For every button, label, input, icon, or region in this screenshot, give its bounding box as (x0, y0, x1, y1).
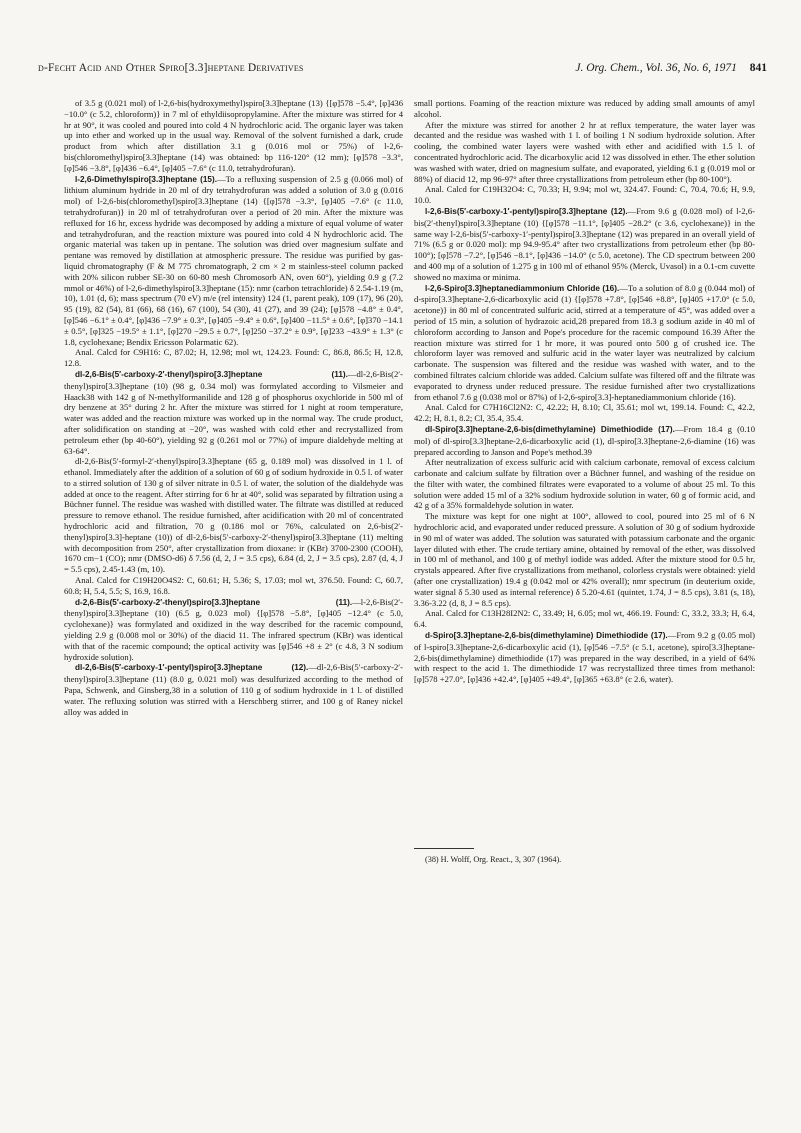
paragraph-text: —From 9.2 g (0.05 mol) of l-spiro[3.3]heptane-2,6-dicarboxylic acid (1), [φ]546 −7.5° (c 5.1, acetone), spiro[3.3]heptane-2,6-bis(dimethylamine) dimethiodide (17) was prepared in the way described, in a yield of 64% with respect to the acid 1. The dimethiodide 17 was recrystallized three times from methanol: [φ]578 +27.0°, [φ]436 +42.4°, [φ]405 +49.4°, [φ]365 +63.8° (c 2.6, water). (414, 630, 755, 685)
paragraph (414, 283, 755, 403)
paragraph-text: —dl-2,6-Bis(2′-thenyl)spiro[3.3]heptane (10) (98 g, 0.34 mol) was formylated according to Vilsmeier and Haack38 with 142 g of N-methylformanilide and 128 g of phosphorus oxychloride in 500 ml of dry benzene at 35° during 2 hr. After the mixture was stirred for 1 night at room temperature, water was added and the reaction mixture was worked up in the normal way. The crude product, after solidification on standing at −20°, was washed with cold ether and recrystallized from petroleum ether (bp 40-60°), yielding 92 g (0.261 mol or 77%) of impure dialdehyde melting at 63-64°. (64, 368, 403, 456)
paragraph (414, 184, 755, 206)
paragraph-text: Anal. Calcd for C7H16Cl2N2: C, 42.22; H, 8.10; Cl, 35.61; mol wt, 199.14. Found: C, 42.2, 42.2; H, 8.1, 8.2; Cl, 35.4, 35.4. (414, 402, 755, 424)
journal-name: J. Org. Chem., Vol. 36, No. 6, 1971 (575, 62, 737, 74)
running-title: d-Fecht Acid and Other Spiro[3.3]heptane Derivatives (38, 62, 304, 74)
paragraph-text: —To a solution of 8.0 g (0.044 mol) of d-spiro[3.3]heptane-2,6-dicarboxylic acid (1) {[φ]578 +7.8°, [φ]546 +8.8°, [φ]405 +17.0° (c 5.0, acetone)} in 80 ml of concentrated sulfuric acid, stirred at a temperature of 45°, was added over a period of 15 min, a solution of hydrazoic acid,28 prepared from 18.3 g sodium azide in 40 ml of chloroform according to Janson and Pope's procedure for the racemic compound 16.39 After the reaction mixture was stirred for 1 hr more, it was poured onto 500 g of crushed ice. The chloroform layer was removed and sulfuric acid in the water layer was neutralized by calcium carbonate. The suspension was filtered and the residue was washed with water, and to the combined filtrates calcium chloride was added. Calcium sulfate was filtered off and the filtrate was evaporated to dryness under reduced pressure. The residue furnished after two crystallizations from ethanol 7.6 g (0.038 mol or 87%) of l-2,6-spiro[3.3]-heptanediammonium chloride (16). (414, 282, 755, 402)
paragraph (64, 597, 403, 663)
paragraph (414, 206, 755, 283)
paragraph (414, 98, 755, 120)
paragraph (64, 369, 403, 456)
paragraph (414, 424, 755, 457)
paragraph-text: —From 18.4 g (0.10 mol) of dl-spiro[3.3]heptane-2,6-dicarboxylic acid (1), dl-spiro[3.3]heptane-2,6-diamine (16) was prepared according to Janson and Pope's method.39 (414, 423, 755, 457)
section-heading: l-2,6-Bis(5′-carboxy-1′-pentyl)spiro[3.3]heptane (12). (425, 206, 628, 216)
paragraph (64, 98, 403, 174)
running-header (38, 62, 767, 74)
paragraph (414, 120, 755, 185)
paragraph-text: Anal. Calcd for C13H28I2N2: C, 33.49; H, 6.05; mol wt, 466.19. Found: C, 33.2, 33.3; H, 6.4, 6.4. (414, 608, 755, 630)
section-heading: dl-2,6-Bis(5′-carboxy-2′-thenyl)spiro[3.3]heptane (11). (75, 369, 348, 379)
section-heading: l-2,6-Dimethylspiro[3.3]heptane (15). (75, 174, 217, 184)
paragraph-text: small portions. Foaming of the reaction mixture was reduced by adding small amounts of amyl alcohol. (414, 98, 755, 119)
paragraph-text: —To a refluxing suspension of 2.5 g (0.066 mol) of lithium aluminum hydride in 20 ml of dry tetrahydrofuran was added a solution of 3.0 g (0.016 mol) of l-2,6-bis(chloromethyl)spiro[3.3]heptane (14) {[φ]578 −3.3°, [φ]405 −7.6° (c 11.0, tetrahydrofuran)} in 20 ml of tetrahydrofuran over a period of 20 min. After the mixture was refluxed for 16 hr, excess hydride was decomposed by adding a mixture of equal volume of water and tetrahydrofuran, and the reaction mixture was poured into cold 4 N hydrochloric acid. The organic material was taken up in pentane. The solution was dried over magnesium sulfate and pentane was removed by distillation at atmospheric pressure. The residue was purified by gas-liquid chromatography (F & M 775 chromatograph, 2 cm × 2 m stainless-steel column packed with 20% silicon rubber SE-30 on 60-80 mesh Chromosorb AN, oven 60°), yielding 0.9 g (7.2 mmol or 46%) of l-2,6-dimethylspiro[3.3]heptane (15): nmr (carbon tetrachloride) δ 2.54-1.19 (m, 10), 1.01 (d, 6); mass spectrum (70 eV) m/e (rel intensity) 124 (1, parent peak), 109 (17), 96 (20), 95 (19), 82 (54), 81 (66), 68 (16), 67 (100), 54 (30), 41 (27), and 39 (24); [φ]578 −4.8° ± 0.4°, [φ]546 −6.1° ± 0.4°, [φ]436 −7.9° ± 0.3°, [φ]405 −9.4° ± 0.6°, [φ]400 −11.5° ± 0.6°, [φ]370 −14.1 ± 0.5°, [φ]325 −19.5° ± 1.1°, [φ]270 −29.5 ± 0.7°, [φ]250 −37.2° ± 0.9°, [φ]233 −43.9° ± 1.3° (c 1.8, cyclohexane; Bendix Ericsson Polarmatic 62). (64, 173, 403, 347)
paragraph (64, 575, 403, 597)
paragraph (64, 456, 403, 575)
paragraph-text: dl-2,6-Bis(5′-formyl-2′-thenyl)spiro[3.3]heptane (65 g, 0.189 mol) was dissolved in 1 l. of ethanol. Immediately after the addition of a solution of 60 g of sodium hydroxide in 0.5 l. of water to a stirred solution of 130 g of silver nitrate in 0.5 l. of water, the solution of the dialdehyde was added at once to the reagent. After stirring for 6 hr at 40°, solid was separated by filtration using a Büchner funnel. The residue was washed with distilled water. The filtrate was distilled at reduced pressure to remove ethanol. The residue furnished, after acidification with 20 ml of concentrated hydrochloric acid and filtration, 70 g (0.186 mol or 76%, calculated on 2,6-bis(2′-thenyl)spiro[3.3]-heptane (10)) of dl-2,6-bis(5′-carboxy-2′-thenyl)spiro[3.3]heptane (11) melting with decomposition from 250°, after crystallization from dioxane: ir (KBr) 3700-2300 (COOH), 1670 cm−1 (CO); nmr (DMSO-d6) δ 7.56 (d, 2, J = 3.5 cps), 6.84 (d, 2, J = 3.5 cps), 2.87 (d, 4, J = 5.5 cps), 2.45-1.43 (m, 10). (64, 456, 403, 575)
paragraph-text: The mixture was kept for one night at 100°, allowed to cool, poured into 25 ml of 6 N hydrochloric acid, and evaporated under reduced pressure. A solution of 30 g of sodium hydroxide in 90 ml of water was added. The solution was saturated with potassium carbonate and the organic layer diluted with ether. The crude tertiary amine, obtained by removal of the ether, was dissolved in 100 ml of methanol, and 100 g of methyl iodide was added. After the mixture stood for 0.5 hr, crystals appeared. After five crystallizations from methanol, colorless crystals were obtained: yield (after one crystallization) 19.4 g (0.042 mol or 42% overall); nmr spectrum (in deuterium oxide, water signal δ 5.30 used as internal reference) δ 5.20-4.61 (quintet, 1.74, J = 8.5 cps), 3.81 (s, 18), 3.36-3.22 (d, 8, J = 8.5 cps). (414, 511, 755, 608)
paragraph (414, 402, 755, 424)
page-number: 841 (749, 62, 767, 74)
paragraph (64, 347, 403, 369)
paragraph (414, 457, 755, 511)
paragraph (64, 174, 403, 348)
paragraph-text: —dl-2,6-Bis(5′-carboxy-2′-thenyl)spiro[3.3]heptane (11) (8.0 g, 0.021 mol) was desulfurized according to the method of Papa, Schwenk, and Ginsberg,38 in a solution of 110 g of sodium hydroxide in 1 l. of distilled water. The refluxing solution was stirred with a Herschberg stirrer, and 100 g of Raney nickel alloy was added in (64, 662, 403, 717)
paragraph-text: of 3.5 g (0.021 mol) of l-2,6-bis(hydroxymethyl)spiro[3.3]heptane (13) {[φ]578 −5.4°, [φ]436 −10.0° (c 5.2, chloroform)} in 7 ml of ethyldiisopropylamine. After the mixture was stirred for 4 hr at 90°, it was cooled and poured into cold 4 N hydrochloric acid. The organic layer was taken up into ether and worked up in the usual way. Removal of the solvent furnished a dark, crude product from which after distillation 3.1 g (0.016 mol or 75%) of l-2,6-bis(chloromethyl)spiro[3.3]heptane (14) was obtained: bp 116-120° (12 mm); [φ]578 −3.3°, [φ]546 −3.8°, [φ]436 −6.4°, [φ]405 −7.6° (c 11.0, tetrahydrofuran). (64, 98, 403, 173)
left-column (64, 98, 403, 1088)
paragraph-text: Anal. Calcd for C19H20O4S2: C, 60.61; H, 5.36; S, 17.03; mol wt, 376.50. Found: C, 60.7, 60.8; H, 5.4, 5.5; S, 16.9, 16.8. (64, 575, 403, 596)
section-heading: dl-2,6-Bis(5′-carboxy-1′-pentyl)spiro[3.3]heptane (12). (75, 663, 309, 673)
right-column (414, 98, 755, 1088)
section-heading: d-Spiro[3.3]heptane-2,6-bis(dimethylamine) Dimethiodide (17). (425, 631, 668, 641)
section-heading: dl-Spiro[3.3]heptane-2,6-bis(dimethylamine) Dimethiodide (17). (425, 424, 675, 434)
paragraph (414, 630, 755, 685)
journal-citation (575, 62, 767, 74)
section-heading: l-2,6-Spiro[3.3]heptanediammonium Chloride (16). (425, 283, 620, 293)
footnote-rule (414, 848, 474, 849)
paragraph-text: Anal. Calcd for C9H16: C, 87.02; H, 12.98; mol wt, 124.23. Found: C, 86.8, 86.5; H, 12.8, 12.8. (64, 347, 403, 369)
paragraph-text: —From 9.6 g (0.028 mol) of l-2,6-bis(2′-thenyl)spiro[3.3]heptane (10) {[φ]578 −11.1°, [φ]405 −28.2° (c 3.6, cyclohexane)} in the same way l-2,6-bis(5′-carboxy-1′-pentyl)spiro[3.3]heptane (12) was prepared in an overall yield of 71% (6.5 g or 0.020 mol): mp 94.9-95.4° after two crystallizations from petroleum ether (bp 80-100°); [φ]578 −7.2°, [φ]546 −8.1°, [φ]436 −14.0° (c 5.0, acetone). The CD spectrum between 200 and 400 mμ of a solution of 1.275 g in 100 ml of ethanol 95% (Merck, Uvasol) in a 0.1-cm cuvette showed no maxima or minima. (414, 205, 755, 282)
paragraph-text: After neutralization of excess sulfuric acid with calcium carbonate, removal of excess calcium carbonate and calcium sulfate by filtration over a Büchner funnel, and washing of the residue on the filter with water, the combined filtrates were evaporated to a volume of about 25 ml. To this solution were added 15 ml of a 32% sodium hydroxide solution in water, 60 g of formic acid, and 42 g of a 35% formaldehyde solution in water. (414, 457, 755, 511)
footnote-block (414, 848, 755, 865)
paragraph-text: —l-2,6-Bis(2′-thenyl)spiro[3.3]heptane (10) (6.5 g, 0.023 mol) {[φ]578 −5.8°, [φ]405 −12.4° (c 5.0, cyclohexane)} was formylated and oxidized in the way described for the racemic compound, yielding 2.9 g (0.008 mol or 30%) of the diacid 11. The infrared spectrum (KBr) was identical with that of the racemic compound; the optical activity was [φ]546 +8 ± 2° (c 4.8, 3 N sodium hydroxide solution). (64, 596, 403, 662)
paragraph-text: After the mixture was stirred for another 2 hr at reflux temperature, the water layer was decanted and the residue was washed with 1 l. of boiling 1 N sodium hydroxide solution. After cooling, the combined water layers were washed with ether and acidified with 1.5 l. of concentrated hydrochloric acid. The dicarboxylic acid 12 was dissolved in ether. The ether solution was washed with water, dried on magnesium sulfate, and evaporated, yielding 6.1 g (0.019 mol or 88%) of diacid 12, mp 96-97° after three crystallizations from petroleum ether (bp 80-100°). (414, 119, 755, 184)
paragraph (414, 511, 755, 608)
paragraph (414, 608, 755, 630)
section-heading: d-2,6-Bis(5′-carboxy-2′-thenyl)spiro[3.3]heptane (11). (75, 597, 353, 607)
paragraph (64, 662, 403, 717)
paragraph-text: Anal. Calcd for C19H32O4: C, 70.33; H, 9.94; mol wt, 324.47. Found: C, 70.4, 70.6; H, 9.9, 10.0. (414, 184, 755, 206)
footnote-text: (38) H. Wolff, Org. React., 3, 307 (1964). (425, 855, 562, 864)
